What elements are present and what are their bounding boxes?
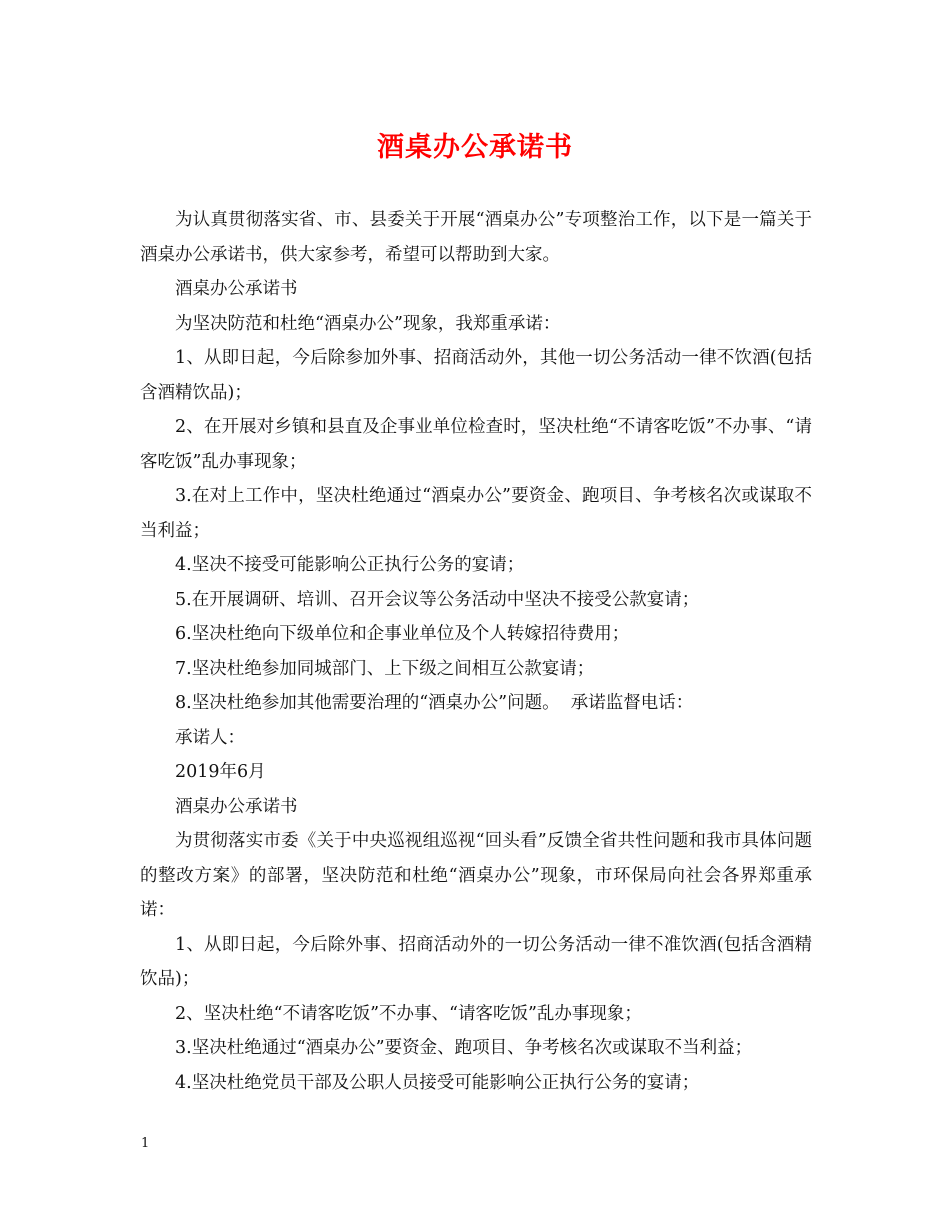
date-line: 2019年6月	[175, 762, 266, 782]
pledge-intro-1: 为坚决防范和杜绝“酒桌办公”现象，我郑重承诺：	[175, 313, 561, 334]
section-heading-2: 酒桌办公承诺书	[175, 796, 298, 817]
document-title: 酒桌办公承诺书	[377, 132, 573, 163]
pledge-item-1-4: 4.坚决不接受可能影响公正执行公务的宴请；	[175, 555, 525, 575]
pledge-item-2-2: 2、坚决杜绝“不请客吃饭”不办事、“请客吃饭”乱办事现象；	[175, 1003, 642, 1024]
document-body	[140, 203, 812, 1100]
pledge-item-2-4: 4.坚决杜绝党员干部及公职人员接受可能影响公正执行公务的宴请；	[175, 1072, 700, 1093]
pledge-item-1-8: 8.坚决杜绝参加其他需要治理的“酒桌办公”问题。 承诺监督电话：	[175, 693, 694, 713]
pledge-intro-2: 为贯彻落实市委《关于中央巡视组巡视“回头看”反馈全省共性问题和我市具体问题的整改方案》的部署，坚决防范和杜绝“酒桌办公”现象，市环保局向社会各界郑重承诺：	[140, 831, 812, 920]
pledge-item-1-3: 3.在对上工作中，坚决杜绝通过“酒桌办公”要资金、跑项目、争考核名次或谋取不当利益；	[140, 486, 812, 541]
page-number: 1	[141, 1136, 150, 1151]
pledge-item-1-1: 1、从即日起，今后除参加外事、招商活动外，其他一切公务活动一律不饮酒(包括含酒精饮品)；	[140, 348, 812, 403]
pledge-item-1-5: 5.在开展调研、培训、召开会议等公务活动中坚决不接受公款宴请；	[175, 589, 700, 610]
pledge-item-1-6: 6.坚决杜绝向下级单位和企事业单位及个人转嫁招待费用；	[175, 624, 630, 644]
intro-paragraph: 为认真贯彻落实省、市、县委关于开展“酒桌办公”专项整治工作，以下是一篇关于酒桌办公承诺书，供大家参考，希望可以帮助到大家。	[140, 210, 812, 265]
pledge-item-1-7: 7.坚决杜绝参加同城部门、上下级之间相互公款宴请；	[175, 658, 595, 679]
pledge-item-2-3: 3.坚决杜绝通过“酒桌办公”要资金、跑项目、争考核名次或谋取不当利益；	[175, 1038, 753, 1058]
pledge-item-2-1: 1、从即日起，今后除外事、招商活动外的一切公务活动一律不准饮酒(包括含酒精饮品)；	[140, 934, 812, 989]
signatory-line: 承诺人：	[175, 727, 245, 748]
section-heading-1: 酒桌办公承诺书	[175, 279, 298, 299]
pledge-item-1-2: 2、在开展对乡镇和县直及企事业单位检查时，坚决杜绝“不请客吃饭”不办事、“请客吃饭”乱办事现象；	[140, 417, 812, 472]
